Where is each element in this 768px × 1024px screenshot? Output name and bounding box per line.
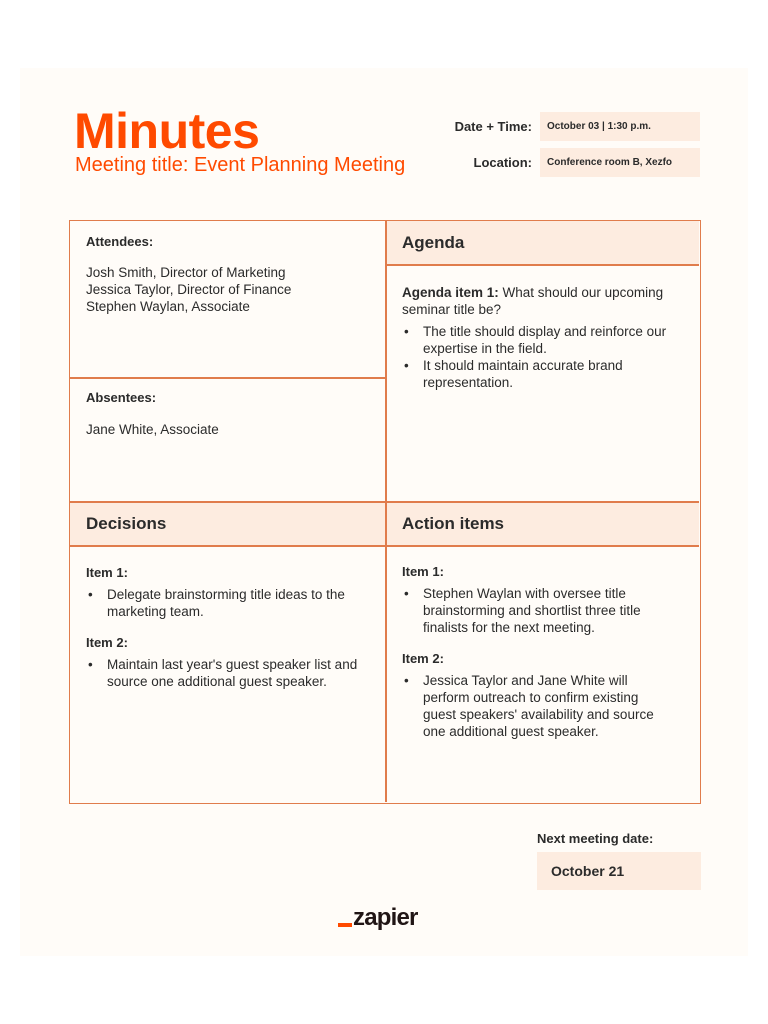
- location-value: Conference room B, Xezfo: [540, 148, 700, 177]
- list-item: • Maintain last year's guest speaker list and source one additional guest speaker.: [86, 656, 366, 690]
- next-meeting-label: Next meeting date:: [537, 831, 654, 846]
- attendee-name: Josh Smith, Director of Marketing: [86, 265, 286, 280]
- agenda-heading: Agenda: [386, 221, 699, 264]
- decision-item-2-bullets: [86, 656, 366, 690]
- column-divider: [385, 221, 387, 802]
- decisions-heading: Decisions: [70, 502, 385, 546]
- agenda-bullets: [402, 323, 687, 391]
- attendee-name: Jessica Taylor, Director of Finance: [86, 282, 292, 297]
- action-item-2-label: Item 2:: [402, 651, 444, 666]
- action-items-heading: Action items: [386, 502, 699, 546]
- agenda-divider: [386, 264, 699, 266]
- logo-underscore-icon: [338, 923, 352, 927]
- list-item: • Delegate brainstorming title ideas to the marketing team.: [86, 586, 366, 620]
- action-item-1-bullets: [402, 585, 664, 636]
- list-item: • Stephen Waylan with oversee title brainstorming and shortlist three title finalists for the next meeting.: [402, 585, 664, 636]
- location-label: Location:: [473, 155, 532, 170]
- zapier-logo: [338, 906, 418, 930]
- minutes-document: [20, 68, 748, 956]
- action-item-1-label: Item 1:: [402, 564, 444, 579]
- list-item: • It should maintain accurate brand representation.: [402, 357, 687, 391]
- decision-item-1-bullets: [86, 586, 366, 620]
- logo-text: zapier: [353, 904, 418, 931]
- absentees-label: Absentees:: [86, 390, 157, 405]
- heading-divider: [70, 545, 699, 547]
- action-item-2-bullets: [402, 672, 664, 740]
- attendee-name: Stephen Waylan, Associate: [86, 299, 250, 314]
- date-time-value: October 03 | 1:30 p.m.: [540, 112, 700, 141]
- decision-item-2-label: Item 2:: [86, 635, 128, 650]
- agenda-item-text: What should our upcoming seminar title be?: [402, 285, 664, 317]
- attendees-divider: [70, 377, 385, 379]
- absentee-name: Jane White, Associate: [86, 422, 219, 437]
- section-divider: [70, 501, 699, 503]
- meeting-title: Meeting title: Event Planning Meeting: [75, 154, 406, 176]
- list-item: • The title should display and reinforce our expertise in the field.: [402, 323, 687, 357]
- minutes-grid: [69, 220, 701, 804]
- attendees-label: Attendees:: [86, 234, 154, 249]
- agenda-item: [402, 284, 687, 318]
- decision-item-1-label: Item 1:: [86, 565, 128, 580]
- page-title: Minutes: [74, 103, 260, 159]
- list-item: • Jessica Taylor and Jane White will perform outreach to confirm existing guest speakers' availability and source one additional guest speaker.: [402, 672, 664, 740]
- agenda-item-label: Agenda item 1:: [402, 285, 499, 300]
- date-time-label: Date + Time:: [454, 119, 532, 134]
- attendees-list: [86, 264, 376, 315]
- absentees-list: [86, 421, 376, 438]
- next-meeting-value: October 21: [537, 852, 701, 890]
